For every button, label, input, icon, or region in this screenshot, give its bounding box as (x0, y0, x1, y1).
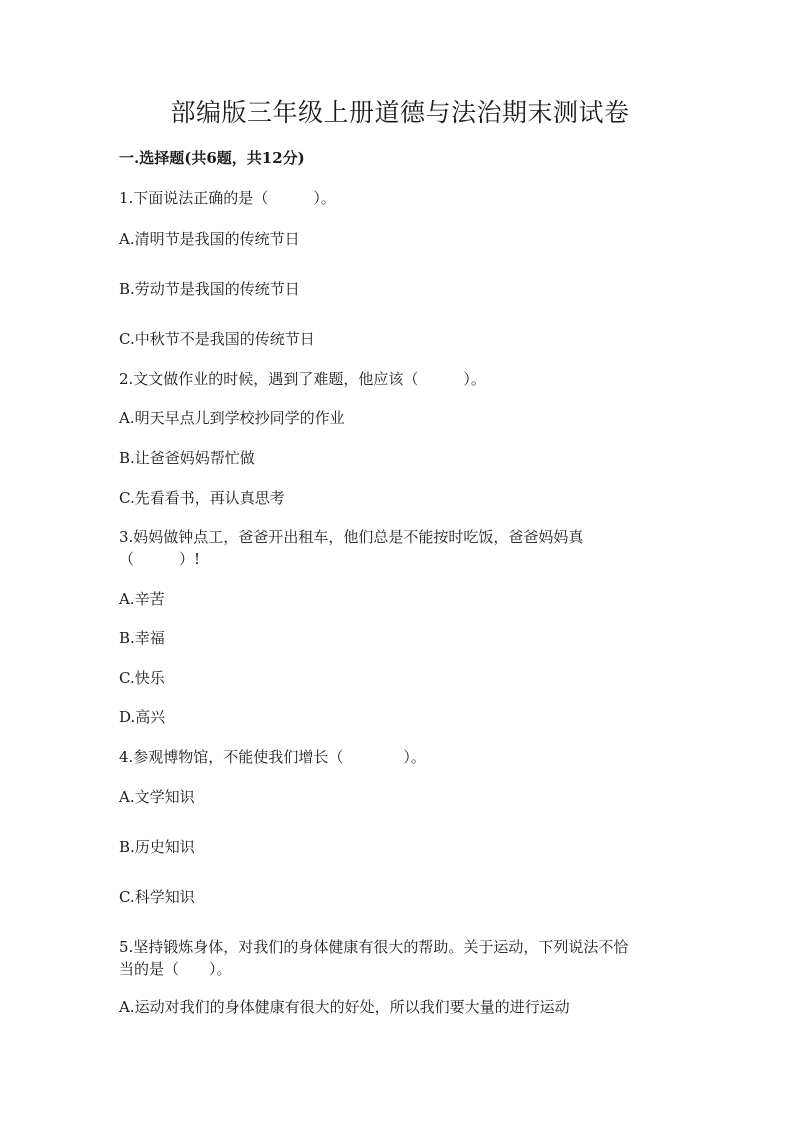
question-1-stem: 1.下面说法正确的是（ ）。 (119, 189, 336, 207)
question-4-option-b[interactable]: B.历史知识 (119, 838, 195, 856)
question-2-stem: 2.文文做作业的时候，遇到了难题，他应该（ ）。 (119, 370, 486, 388)
question-2-option-c[interactable]: C.先看看书，再认真思考 (119, 489, 285, 507)
section-heading: 一.选择题(共6题，共12分) (119, 149, 305, 167)
question-5-option-a[interactable]: A.运动对我们的身体健康有很大的好处，所以我们要大量的进行运动 (119, 998, 570, 1016)
question-1-option-b[interactable]: B.劳动节是我国的传统节日 (119, 280, 300, 298)
question-5-stem-line-2: 当的是（ ）。 (119, 960, 232, 978)
question-4-option-a[interactable]: A.文学知识 (119, 788, 195, 806)
question-4-option-c[interactable]: C.科学知识 (119, 888, 195, 906)
question-3-option-d[interactable]: D.高兴 (119, 708, 166, 726)
page-title: 部编版三年级上册道德与法治期末测试卷 (170, 98, 630, 127)
question-1-option-a[interactable]: A.清明节是我国的传统节日 (119, 230, 300, 248)
question-3-option-c[interactable]: C.快乐 (119, 669, 165, 687)
question-5-stem-line-1: 5.坚持锻炼身体，对我们的身体健康有很大的帮助。关于运动，下列说法不恰 (119, 938, 629, 956)
question-1-option-c[interactable]: C.中秋节不是我国的传统节日 (119, 330, 315, 348)
question-2-option-b[interactable]: B.让爸爸妈妈帮忙做 (119, 449, 255, 467)
question-3-option-a[interactable]: A.辛苦 (119, 590, 165, 608)
question-3-stem-line-1: 3.妈妈做钟点工，爸爸开出租车，他们总是不能按时吃饭，爸爸妈妈真 (119, 528, 584, 546)
question-2-option-a[interactable]: A.明天早点儿到学校抄同学的作业 (119, 409, 345, 427)
question-3-option-b[interactable]: B.幸福 (119, 629, 165, 647)
question-3-stem-line-2: （ ）! (119, 550, 201, 568)
question-4-stem: 4.参观博物馆，不能使我们增长（ ）。 (119, 748, 426, 766)
